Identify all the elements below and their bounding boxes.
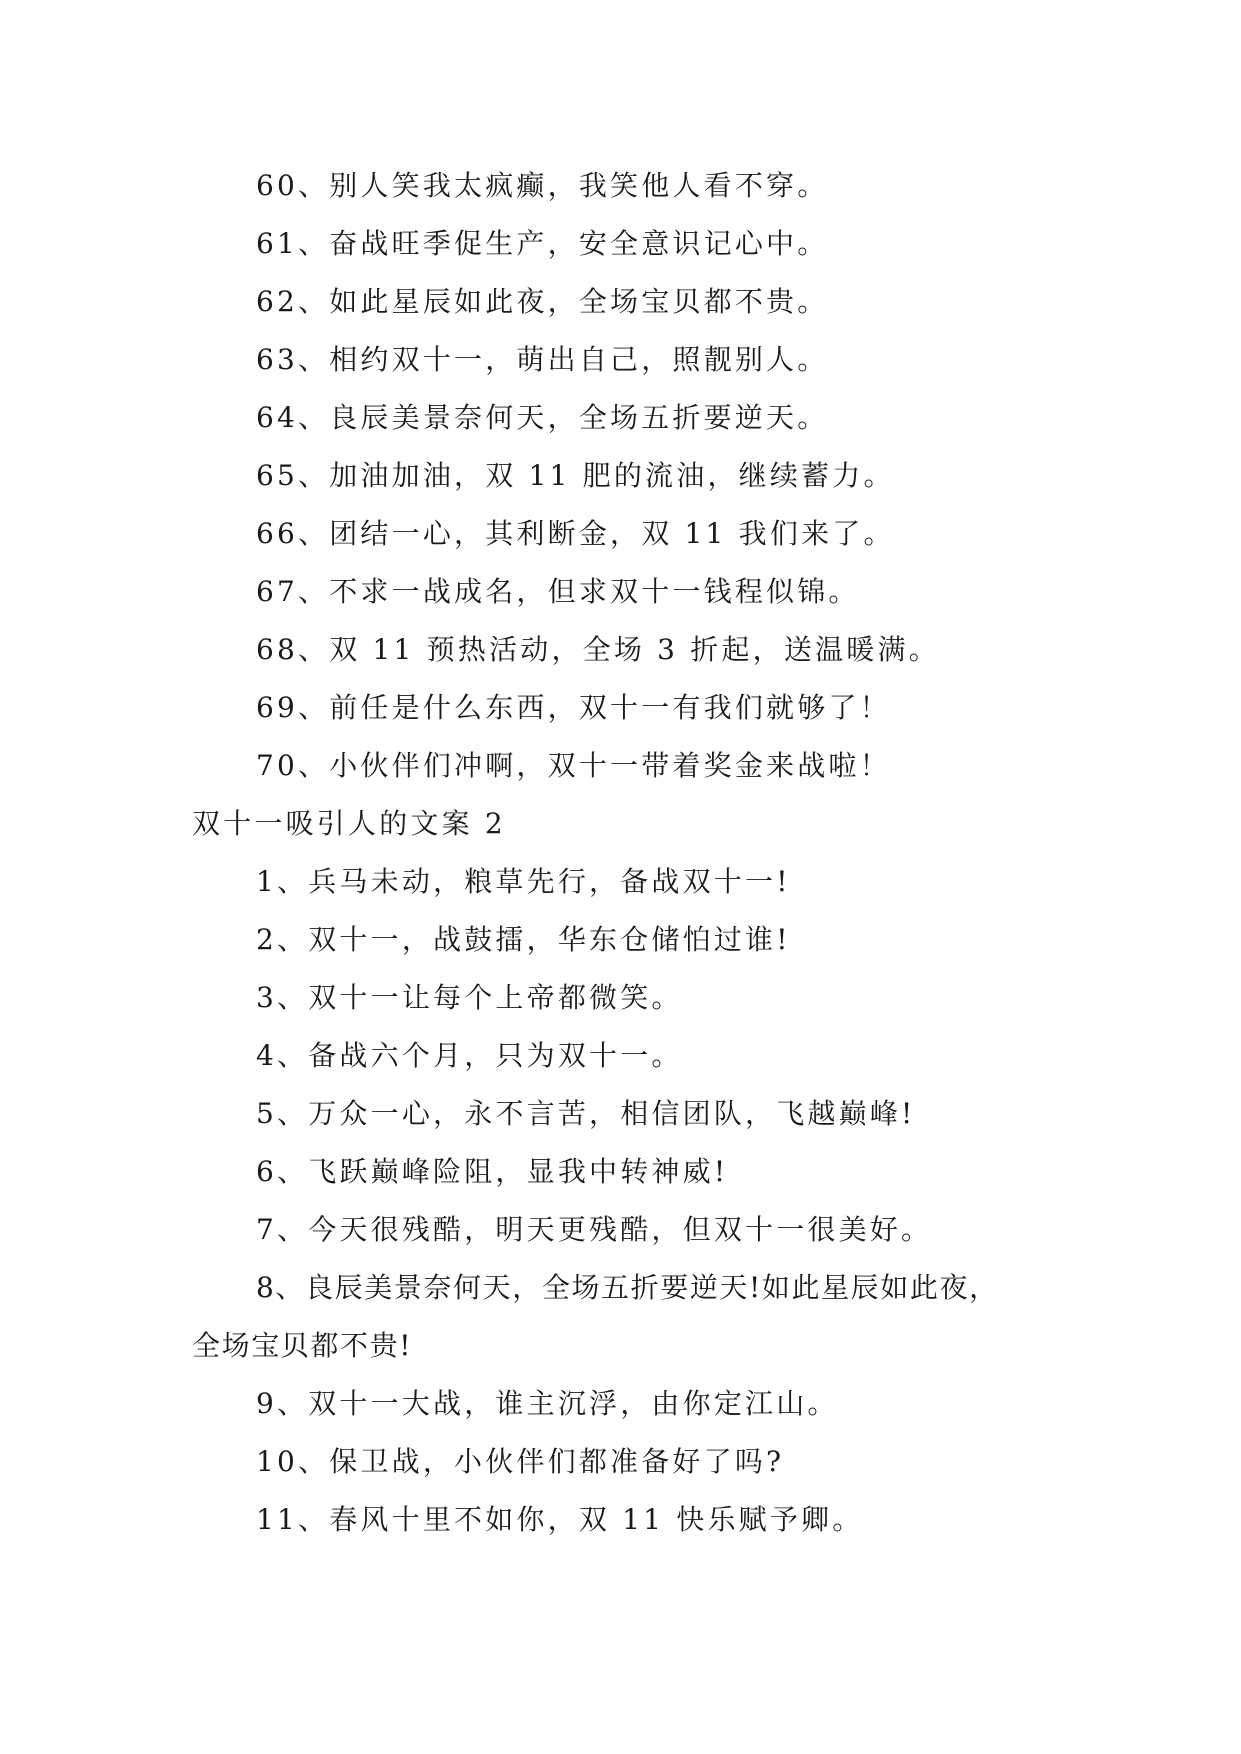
list-item: 1、兵马未动，粮草先行，备战双十一! [256,865,791,898]
list-item-continuation: 全场宝贝都不贵! [192,1329,413,1362]
list-item: 61、奋战旺季促生产，安全意识记心中。 [256,227,829,260]
list-item: 11、春风十里不如你，双 11 快乐赋予卿。 [256,1503,864,1536]
list-item: 10、保卫战，小伙伴们都准备好了吗? [256,1445,785,1478]
list-item: 2、双十一，战鼓擂，华东仓储怕过谁! [256,923,791,956]
list-item: 63、相约双十一，萌出自己，照靓别人。 [256,343,829,376]
list-item: 62、如此星辰如此夜，全场宝贝都不贵。 [256,285,829,318]
list-item: 70、小伙伴们冲啊，双十一带着奖金来战啦！ [256,749,891,782]
list-item: 64、良辰美景奈何天，全场五折要逆天。 [256,401,829,434]
list-item: 67、不求一战成名，但求双十一钱程似锦。 [256,575,860,608]
list-item: 4、备战六个月，只为双十一。 [256,1039,683,1072]
list-item: 9、双十一大战，谁主沉浮，由你定江山。 [256,1387,839,1420]
list-item: 69、前任是什么东西，双十一有我们就够了！ [256,691,891,724]
list-item: 60、别人笑我太疯癫，我笑他人看不穿。 [256,169,829,202]
list-item: 5、万众一心，永不言苦，相信团队，飞越巅峰! [256,1097,916,1130]
list-item: 7、今天很残酷，明天更残酷，但双十一很美好。 [256,1213,933,1246]
list-item: 8、良辰美景奈何天，全场五折要逆天!如此星辰如此夜， [256,1271,999,1304]
list-item: 6、飞跃巅峰险阻，显我中转神威! [256,1155,729,1188]
list-item: 3、双十一让每个上帝都微笑。 [256,981,683,1014]
section-heading: 双十一吸引人的文案 2 [192,807,506,840]
list-item: 65、加油加油，双 11 肥的流油，继续蓄力。 [256,459,895,492]
list-item: 66、团结一心，其利断金，双 11 我们来了。 [256,517,895,550]
list-item: 68、双 11 预热活动，全场 3 折起，送温暖满。 [256,633,940,666]
